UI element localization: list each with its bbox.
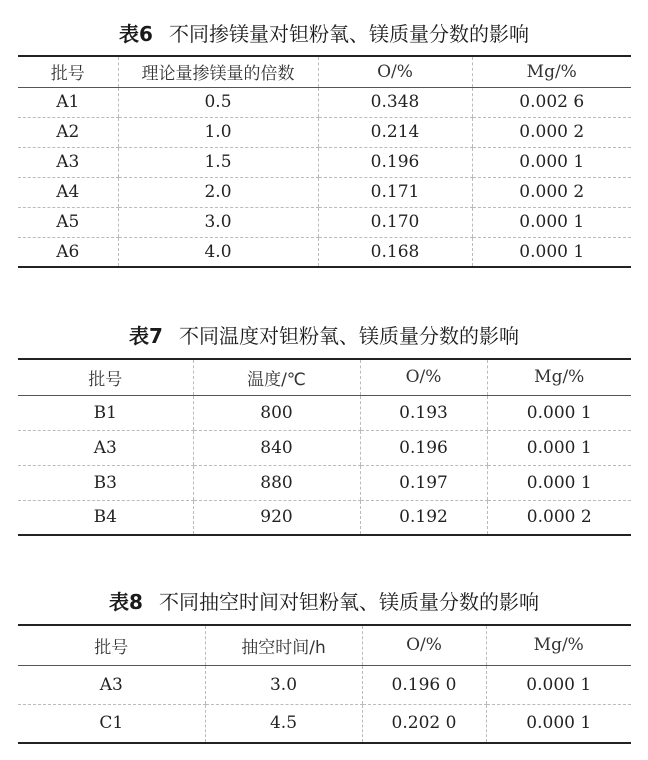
table-cell: 0.000 1 [472,147,631,177]
table-cell: 0.196 [360,430,487,465]
table-cell: 0.214 [318,117,472,147]
table-cell: 3.0 [118,207,318,237]
table-cell: B3 [18,465,193,500]
table-row [18,395,631,430]
table-caption [0,586,648,615]
table-row [18,237,631,267]
table-cell: 0.171 [318,177,472,207]
table-cell: 0.000 2 [472,117,631,147]
table-row [18,207,631,237]
column-header: Mg/% [487,359,631,395]
table-cell: 0.000 2 [487,500,631,535]
table-cell: 4.5 [205,704,362,743]
table-cell: 0.000 1 [486,665,631,704]
table-cell: 0.000 2 [472,177,631,207]
table-number: 表6 [119,22,153,46]
table-title: 不同温度对钽粉氧、镁质量分数的影响 [178,324,519,348]
table-cell: 3.0 [205,665,362,704]
table-cell: A4 [18,177,118,207]
table-cell: 1.0 [118,117,318,147]
table-cell: 880 [193,465,360,500]
table-cell: 0.197 [360,465,487,500]
table-cell: 0.168 [318,237,472,267]
column-header: Mg/% [472,56,631,87]
table-cell: A3 [18,147,118,177]
data-table [18,55,631,268]
table-caption [0,320,648,349]
table-cell: 0.000 1 [486,704,631,743]
table-title: 不同掺镁量对钽粉氧、镁质量分数的影响 [168,22,529,46]
table-row [18,500,631,535]
column-header: O/% [362,625,486,665]
table-cell: A5 [18,207,118,237]
column-header: O/% [360,359,487,395]
table-row [18,177,631,207]
table-row [18,465,631,500]
column-header: 抽空时间/h [205,625,362,665]
table-cell: 0.170 [318,207,472,237]
data-table [18,624,631,744]
table-cell: 800 [193,395,360,430]
table-cell: 1.5 [118,147,318,177]
table-cell: 0.348 [318,87,472,117]
table-cell: 0.5 [118,87,318,117]
table-cell: A1 [18,87,118,117]
table-cell: 0.000 1 [472,207,631,237]
column-header: 温度/℃ [193,359,360,395]
table-caption [0,18,648,47]
table-cell: A2 [18,117,118,147]
table-cell: 4.0 [118,237,318,267]
table-cell: A3 [18,430,193,465]
column-header: 批号 [18,359,193,395]
table-cell: 0.196 [318,147,472,177]
table-row [18,117,631,147]
table-cell: 920 [193,500,360,535]
column-header: O/% [318,56,472,87]
table-title: 不同抽空时间对钽粉氧、镁质量分数的影响 [158,590,539,614]
table-cell: B1 [18,395,193,430]
table-cell: 0.202 0 [362,704,486,743]
table-cell: 0.000 1 [487,395,631,430]
table-row [18,87,631,117]
table-cell: 0.193 [360,395,487,430]
table-cell: 0.000 1 [487,465,631,500]
table-cell: 2.0 [118,177,318,207]
table-row [18,665,631,704]
table-cell: 0.192 [360,500,487,535]
table-row [18,430,631,465]
table-cell: A6 [56,241,80,262]
table-cell: 0.002 6 [472,87,631,117]
table-cell: C1 [99,713,124,734]
table-cell: 840 [193,430,360,465]
column-header: 批号 [18,625,205,665]
table-cell: 0.196 0 [362,665,486,704]
table-cell: 0.000 1 [472,237,631,267]
table-cell: 0.000 1 [487,430,631,465]
table-number: 表8 [109,590,143,614]
table-row [18,704,631,743]
table-row [18,147,631,177]
data-table [18,358,631,536]
table-cell: B4 [93,507,117,528]
table-number: 表7 [129,324,163,348]
table-cell: A3 [18,665,205,704]
column-header: 理论量掺镁量的倍数 [118,56,318,87]
column-header: 批号 [18,56,118,87]
column-header: Mg/% [486,625,631,665]
